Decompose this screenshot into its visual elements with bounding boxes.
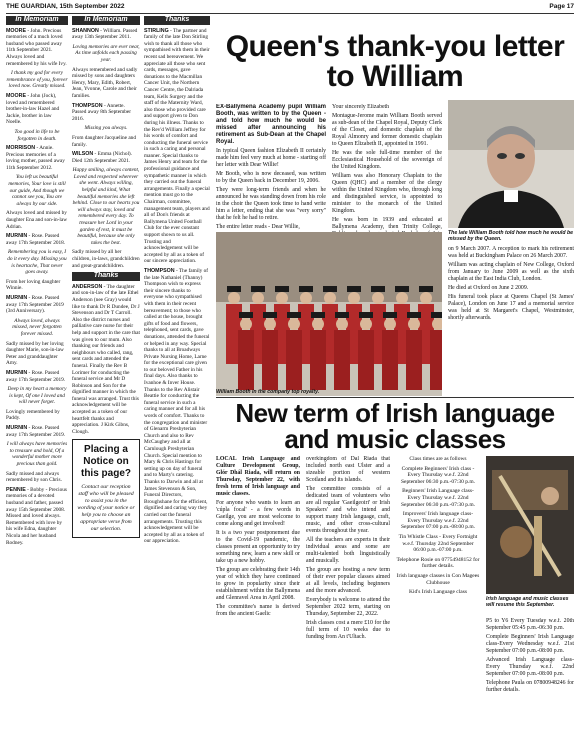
deceased-name: MOORE <box>6 27 27 34</box>
notice-entry <box>72 28 140 41</box>
deceased-name: MURNIN <box>6 425 28 432</box>
paragraph: William was also Honorary Chaplain to the Queen (QHC) and a member of the clergy within the United Kingdom who, through long and distinguished service, is appointed to minister to the monarch of the United Kingdom. <box>332 173 442 214</box>
deceased-name: MOORE <box>6 92 27 99</box>
story-headline: New term of Irish language and music classes <box>235 398 555 454</box>
deceased-name: ANDERSON <box>72 283 103 290</box>
notice-text: - John. Precious memories of a much loved husband who passed away 11th September 2021. Always loved and remembered by his wife Ivy. <box>6 27 67 67</box>
guard-hat <box>299 286 313 292</box>
deceased-name: THOMPSON <box>72 102 103 109</box>
guard-figure <box>262 330 278 390</box>
guard-head <box>384 318 396 330</box>
notice-text: - Rose. Passed away 17th September 2019. <box>6 369 66 383</box>
notice-entry <box>6 28 68 68</box>
paragraph: Mr Booth, who is now deceased, was written to by the Queen back in December 19, 2006. <box>216 171 326 184</box>
section-header: Thanks <box>144 16 210 25</box>
paragraph: The committee consists of a dedicated team of volunteers who are all regular 'Gaeilgeoiri' or Irish Speakers' and who intend and support many Irish language, craft, music, and other cross-cultural events throughout the year. <box>306 486 390 534</box>
guard-head <box>264 318 276 330</box>
guard-head <box>252 292 264 304</box>
guard-hat <box>287 312 301 318</box>
portrait-photo <box>448 100 574 228</box>
photo-caption: William Booth in the company top royalty. <box>216 389 320 395</box>
guard-hat <box>383 312 397 318</box>
guard-hat <box>407 312 421 318</box>
paragraph: Advanced Irish Language class-Every Thursday w.e.f. 22nd September 07:00 p.m.-08:00 p.m. <box>486 657 574 677</box>
notice-list <box>6 28 68 547</box>
notice-entry: Too good in life to be forgotten in death. <box>14 128 60 142</box>
section-header: In Memoriam <box>6 16 68 25</box>
paragraph: The committee's name is derived from the ancient Gaelic <box>216 604 300 617</box>
notice-entry: I thank my god for every remembrance of you, forever loved now. Greatly missed. <box>6 70 68 90</box>
section-header: In Memoriam <box>72 16 140 25</box>
paragraph: The entire letter reads - Dear Willie, <box>216 224 300 230</box>
paragraph: He died at Oxford on June 2 2009. <box>448 285 529 291</box>
notice-list <box>72 28 140 270</box>
notice-entry <box>6 93 68 126</box>
music-photo <box>486 456 574 594</box>
guard-hat <box>263 312 277 318</box>
guard-head <box>288 318 300 330</box>
notice-text: - Rose. Passed away 17th September 2019. <box>6 425 66 438</box>
guard-hat <box>311 312 325 318</box>
guard-head <box>408 318 420 330</box>
paragraph: P5 to Y6 Every Tuesday w.e.f. 20th September 05:45 p.m.-06:30 p.m. <box>486 618 574 631</box>
story-column <box>448 246 574 330</box>
notice-text: - Annette. Passed away 8th September 2016. <box>72 102 131 122</box>
notice-entry <box>6 210 68 230</box>
notice-entry: Always loved, always missed, never forgotten forever missed. <box>12 317 62 337</box>
photo-caption: Irish language and music classes will resume this September. <box>486 596 569 608</box>
paragraph: on 9 March 2007. A reception to mark his retirement was held at Buckingham Palace on 26 March 2007. <box>448 246 574 259</box>
notice-entry <box>6 279 68 292</box>
notice-entry <box>6 295 68 315</box>
guard-figure <box>310 330 326 390</box>
deceased-name: PENNIE <box>6 486 26 493</box>
guard-figure <box>430 330 442 390</box>
notice-text: Always remembered and sadly missed by sons and daughters Henry, Mary, Edith, Robert, Jean, Yvonne, Carole and their families. <box>72 66 138 99</box>
notice-list <box>72 284 140 436</box>
notice-text: Lovingly remembered by Paddy. <box>6 408 60 422</box>
guard-hat <box>395 286 409 292</box>
paragraph: Complete Beginners' Irish class - Every Thursday w.e.f. 22nd September 06:30 p.m.-07:30 p.m. <box>400 465 476 485</box>
paragraph: Kid's Irish Language class <box>409 589 467 596</box>
paragraph: Montague-Jerome main William Booth served as sub-dean of the Chapel Royal, Deputy Clerk of the Closet, and domestic chaplain of the Royal Almonry and former domestic chaplain to Queen Elizabeth II, appointed in 1991. <box>332 113 442 147</box>
guard-hat <box>251 286 265 292</box>
paragraph: Irish language classes in Con Magees Clubhouse <box>396 572 480 586</box>
notice-text: Sadly missed by all her children, in-laws, grandchildren and great-grandchildren. <box>72 249 140 269</box>
paragraph: EX-Ballymena Academy pupil William Booth, was written to by the Queen - and told how much he would be missed after announcing his retirement as Sub-Dean at the Chapel Royal. <box>216 104 326 145</box>
paragraph: overkingdom of Dal Riada that included north east Ulster and a sizeable portion of western Scotland and its islands. <box>306 456 390 483</box>
notice-entry <box>6 425 68 438</box>
guard-head <box>240 318 252 330</box>
deceased-name: SHANNON <box>72 27 99 34</box>
paragraph: Class times are as follows <box>409 456 467 462</box>
notice-entry <box>72 284 140 436</box>
guard-hat <box>347 286 361 292</box>
notice-entry: Remembering you is easy, I do it every day. Missing you is heartache, That never goes away. <box>7 249 67 276</box>
guard-figure <box>334 330 350 390</box>
notice-entry <box>6 471 68 484</box>
notice-text: - John (Jock), loved and remembered brother-in-law Hazel and Jackie, brother in law Noelle. <box>6 92 60 126</box>
notice-entry <box>6 409 68 422</box>
guard-head <box>336 318 348 330</box>
notice-entry <box>72 135 140 148</box>
guard-head <box>276 292 288 304</box>
guard-head <box>372 292 384 304</box>
story-column <box>216 456 300 734</box>
notice-entry <box>72 67 140 100</box>
notice-text: - Emma (Nichol). Died 12th September 2021. <box>72 151 133 164</box>
masthead-rule <box>6 13 574 14</box>
guard-head <box>300 292 312 304</box>
paragraph: He was the sole full-time member of the Ecclesiastical Household of the sovereign of the United Kingdom. <box>332 150 442 170</box>
page-number: Page 17 <box>549 3 574 10</box>
notice-text: - The partner and family of the late Don Stirling wish to thank all those who sympathised with them in their recent sad bereavement. We appreciate all those who sent cards, messages, gave donations to the Macmillan Cancer Unit, the Northern Cancer Centre, the Dalriada team, Kells Surgery and the staff of the Maternity Ward, also those who provided care and support given to Don during his illness. Thanks to the Rev'd William Jeffrey for his words of comfort and conducting the funeral service in such a caring and personal manner. Special thanks to James Henry and team for the professional guidance and sympathetic manner in which they carried out the funeral arrangements. Finally a special mention must go to the Chairman, committee, management team, players and all of Don's friends at Ballymena United Football Club for the ever constant support shown to us all. Trusting and acknowledgement will be accepted by all as a token of our sincere appreciation. <box>144 27 210 265</box>
notice-entry: Happy smiling, always content, Loved and respected wherever she went. Always willing, helpful and kind, What beautiful memories she left behind. Close to our hearts you will always stay, loved and remembered every day. To treasure her Lord in your garden of rest, it must be beautiful, because she only takes the best. <box>72 167 140 246</box>
notice-text: Sadly missed and always remembered by son Chris. <box>6 470 62 484</box>
guard-hat <box>275 286 289 292</box>
notice-entry <box>72 151 140 164</box>
notice-entry <box>72 249 140 269</box>
notice-entry: Loving memories are ever near, As time unfolds each passing year. <box>72 43 140 63</box>
notice-text: - The family of the late Nathaniel (Thanny) Thompson wish to express their sincere thanks to everyone who sympathised with them in their recent bereavement; to those who called at the house, brought gifts of food and flowers, telephoned, sent cards, gave donations, attended the funeral or helped in any way. Special thanks to all at Broadways Private Nursing Home, Larne for the exceptional care given to our beloved Father in his final days. Also thanks to Ivanhoe & Inver House. Thanks to the Rev Alistair Beattie for conducting the funeral service in such a caring manner and for all his words of comfort. Thanks to the congregation and minister of Glenarm Presbyterian Church and also to Rev McCaughey and all at Carnlough Presbyterian Church. Special mention to Mary & Chris Hastings for setting up on day of funeral and to Marty's catering. Thanks to Darwin and all at James Stevenson & Son, Funeral Directors, Broughshane for the efficient, dignified and caring way they carried out the funeral arrangements. Trusting this acknowledgement will be accepted by all as a token of our appreciation. <box>144 267 210 545</box>
notice-text: From daughter Jacqueline and family. <box>72 134 136 148</box>
guard-hat <box>419 286 433 292</box>
guard-hat <box>335 312 349 318</box>
guard-figure <box>286 330 302 390</box>
paragraph: LOCAL Irish Language and Culture Development Group, Glór Dhál Riada, will return on Thursday, September 22, with fresh term of Irish language and music classes. <box>216 456 300 497</box>
notice-title: Placing a Notice on this page? <box>80 444 131 480</box>
guard-hat <box>371 286 385 292</box>
deceased-name: MURNIN <box>6 294 28 301</box>
notice-entry <box>6 341 68 367</box>
guard-head <box>420 292 432 304</box>
guard-head <box>228 292 240 304</box>
notice-entry <box>6 145 68 171</box>
story-column <box>486 618 574 734</box>
deceased-name: MORRISON <box>6 145 36 152</box>
notice-text: Always loved and missed by daughter Ena and son-in-law Adrian. <box>6 210 68 230</box>
paragraph: Your sincerely Elizabeth <box>332 104 390 110</box>
deceased-name: STIRLING <box>144 27 169 34</box>
notice-text: - Annie. Precious memories of a loving mother, passed away 11th September 2012. <box>6 145 65 171</box>
notice-entry <box>6 233 68 246</box>
guard-head <box>360 318 372 330</box>
paragraph: Beginners' Irish Language class-Every Thursday w.e.f. 22nd September 06:30 p.m.-07:30 p.m. <box>400 488 476 508</box>
guard-hat <box>227 286 241 292</box>
notice-text: Sadly missed by her loving daughter Marie, son-in-law Peter and granddaughter Amy. <box>6 340 64 367</box>
paragraph: In typical Queen fashion Elizabeth II certainly made him feel very much at home - starting off her letter with Dear Willie! <box>216 148 326 168</box>
paragraph: Tin Whistle Class - Every Fortnight w.e.f. Thursday 22nd September 06:00 p.m.-07:00 p.m. <box>398 533 478 554</box>
paragraph: The group are hosting a new term of their ever popular classes aimed at all levels, including beginners and the more advanced. <box>306 567 390 594</box>
guard-head <box>312 318 324 330</box>
in-memoriam-column-2 <box>72 16 140 732</box>
notice-text: - Rose. Passed away 17th September 2019 (3rd Anniversary). <box>6 294 64 315</box>
masthead <box>6 0 574 14</box>
notice-entry: I will always have memories to treasure and hold, Of a wonderful mother more precious than gold. <box>6 441 68 468</box>
notice-entry <box>144 28 210 265</box>
guard-hat <box>323 286 337 292</box>
guard-figure <box>238 330 254 390</box>
paragraph: His funeral took place at Queens Chapel (St James' Palace), London on June 17 and a memorial service was held at St Margaret's Chapel, Westminster, shortly afterwards. <box>448 294 574 321</box>
class-times <box>396 456 480 734</box>
guard-hat <box>359 312 373 318</box>
paragraph: Telephone Rosie on 07754948152 for further details. <box>396 556 480 570</box>
guard-head <box>324 292 336 304</box>
deceased-name: THOMPSON <box>144 267 175 274</box>
notice-entry <box>72 103 140 123</box>
guard-figure <box>382 330 398 390</box>
paragraph: Irish classes cost a mere £10 for the full term of 10 weeks due to funding from An t'Ultach. <box>306 620 390 640</box>
deceased-name: WILSON <box>72 151 94 158</box>
paragraph: Improvers' Irish language class- Every Thursday w.e.f. 22nd September 07:00 p.m.-08:00 p.m. <box>400 511 476 531</box>
portrait-caption: The late William Booth told how much he would be missed by the Queen. <box>448 230 574 242</box>
notice-entry: You left us beautiful memories, Your love is still our guide, And though we cannot see you, You are always by our side. <box>8 174 66 207</box>
paragraph: For anyone who wants to learn an 'cúpla focal' - a few words in Gaeilge, you are most welcome to come along and get involved! <box>216 500 300 527</box>
thanks-column <box>144 16 210 732</box>
notice-text: - Rose. Passed away 17th September 2018. <box>6 233 66 246</box>
paper-date: THE GUARDIAN, 15th September 2022 <box>6 3 125 10</box>
placing-notice-box <box>72 439 140 538</box>
notice-entry <box>6 487 68 546</box>
notice-body: Contact our reception staff who will be pleased to assist you in the wording of your notice or help you to choose an appropriate verse from our selection. <box>77 484 135 533</box>
guard-hat <box>431 312 442 318</box>
notice-text: - Bobby - Precious memories of a devoted husband and father, passed away 15th September 2008. Missed and loved always. Remembered with love by his wife Edna, daughter Nicola and her husband Rodney. <box>6 486 67 546</box>
notice-text: From her loving daughter Winnie. <box>6 278 61 292</box>
paragraph: It is a two year postponement due to the Covid-19 pandemic, the classes present an opportunity to try something new, learn a new skill or take up a new hobby. <box>216 530 300 564</box>
paragraph: He was born in 1939 and educated at Ballymena Academy, then Trinity College, <box>332 217 442 230</box>
guard-hat <box>239 312 253 318</box>
deceased-name: MURNIN <box>6 369 28 376</box>
section-header: Thanks <box>72 272 140 281</box>
story-headline: Queen's thank-you letter to William <box>225 30 565 93</box>
notice-text: - The daughter and son-in-law of the late Ethel Anderson (nee Gray) would like to thank Dr R Dundee, Dr J Stevenson and Dr T Carroll. Also the district nurses and palliative care nurse for their help and support in the care that was given to our mum. Also thanking our friends and neighbours who called, rang, sent cards and attended the funeral. Finally the Rev B Lorimer for conducting the funeral service and Mr D Robinson and Son for the dignified manner in which the funeral was arranged. Trust this acknowledgement will be accepted as a token of our heartfelt thanks and appreciation. J Kirk Gibns, Clough. <box>72 283 140 435</box>
notice-entry: Deep in my heart a memory is kept, Of one I loved and will never forget. <box>7 386 67 406</box>
paragraph: William was acting chaplain of New College, Oxford from January to June 2009 as well as the sixth chaplain at the East India Club, London. <box>448 262 574 282</box>
notice-text: - William. Passed away 13th September 2011. <box>72 27 138 41</box>
guard-head <box>348 292 360 304</box>
guard-figure <box>406 330 422 390</box>
paragraph: They were long-term friends and when he announced he was standing down from his role in the choir the Queen took time to hand write him a letter, ending that she was "very sorry" that he felt he had to retire. <box>216 187 326 221</box>
notice-entry <box>144 268 210 545</box>
paragraph: Complete Beginners' Irish Language class-Every Wednesday w.e.f. 21st September 07:00 p.m.-08:00 p.m. <box>486 634 574 654</box>
group-photo <box>216 232 442 396</box>
paragraph: The group are celebrating their 14th year of which they have continued to grow in popularity since their establishment within the Ballymena and Glenravel Area in April 2008. <box>216 567 300 601</box>
in-memoriam-column-1 <box>6 16 68 732</box>
paragraph: All the teachers are experts in their individual areas and some are multi-talented both linguistically and musically. <box>306 537 390 564</box>
paragraph: Telephone Paula on 07800948246 for further details. <box>486 680 574 693</box>
notice-entry: Missing you always. <box>84 125 128 132</box>
story-column <box>306 456 390 734</box>
notice-list <box>144 28 210 545</box>
guard-figure <box>358 330 374 390</box>
guard-head <box>396 292 408 304</box>
deceased-name: MURNIN <box>6 233 28 240</box>
notice-entry <box>6 370 68 383</box>
paragraph: Everybody is welcome to attend the September 2022 term, starting on Thursday, September 22, 2022. <box>306 597 390 617</box>
